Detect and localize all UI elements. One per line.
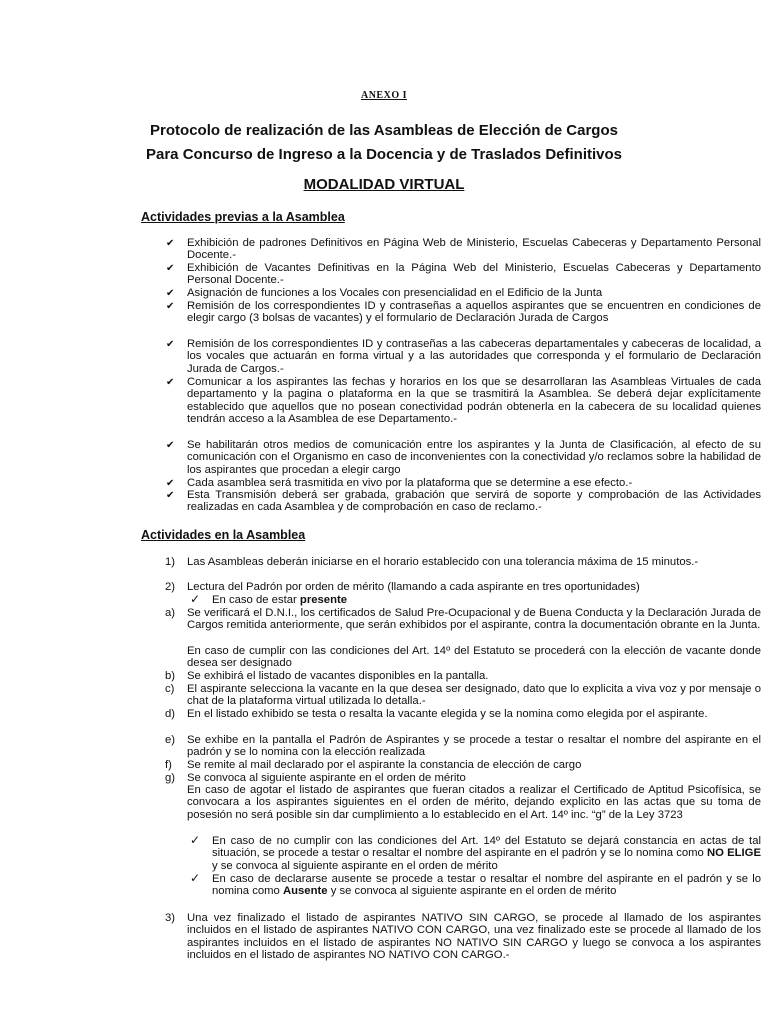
- check-icon: ✔: [166, 238, 175, 249]
- item-marker: c): [165, 683, 175, 695]
- item-marker: b): [165, 670, 176, 682]
- item-a-text: Se verificará el D.N.I., los certificados de Salud Pre-Ocupacional y de Buena Conducta y la Declaración Jurada de Cargos remitida anteriormente, que serán exhibidos por el aspirante, contra la documentación obrante en la Junta.: [187, 607, 761, 632]
- item-e-text: Se exhibe en la pantalla el Padrón de Aspirantes y se procede a testar o resaltar el nombre del aspirante en el padrón y se lo nomina con la elección realizada: [187, 734, 761, 759]
- item-d-text: En el listado exhibido se testa o resalta la vacante elegida y se la nomina como elegida por el aspirante.: [187, 708, 708, 720]
- list-item: Cada asamblea será trasmitida en vivo por la plataforma que se determine a ese efecto.-: [187, 477, 633, 489]
- check-icon: ✔: [166, 263, 175, 274]
- check-icon: ✔: [166, 301, 175, 312]
- item-g-text: Se convoca al siguiente aspirante en el orden de mérito: [187, 772, 466, 784]
- step-marker: 1): [165, 556, 176, 568]
- item-marker: d): [165, 708, 176, 720]
- presente-text: En caso de estar presente: [212, 594, 348, 606]
- check-icon: ✓: [190, 833, 201, 847]
- step-1-text: Las Asambleas deberán iniciarse en el horario establecido con una tolerancia máxima de 15 minutos.-: [187, 556, 699, 568]
- section-heading-asamblea: Actividades en la Asamblea: [141, 528, 306, 542]
- list-item: Remisión de los correspondientes ID y contraseñas a las cabeceras departamentales y cabeceras de localidad, a los vocales que actuarán en forma virtual y a las autoridades que corresponda y el formulario de Declaración Jurada de Cargos.-: [187, 338, 761, 375]
- check-icon: ✓: [190, 871, 201, 885]
- list-item: Se habilitarán otros medios de comunicación entre los aspirantes y la Junta de Clasificación, al efecto de su comunicación con el Organismo en caso de inconvenientes con la conectividad y/o reclamos sobre la habilidad de los aspirantes que procedan a elegir cargo: [187, 439, 761, 476]
- item-f-text: Se remite al mail declarado por el aspirante la constancia de elección de cargo: [187, 759, 582, 771]
- check-icon: ✔: [166, 478, 175, 489]
- ausente-text: En caso de declararse ausente se procede a testar o resaltar el nombre del aspirante en el padrón y se lo nomina como Ausente y se convoca al siguiente aspirante en el orden de mérito: [212, 873, 761, 898]
- step-marker: 2): [165, 581, 176, 593]
- item-g-text-2: En caso de agotar el listado de aspirantes que fueran citados a realizar el Certificado de Aptitud Psicofísica, se convocara a los aspirantes siguientes en el orden de mérito, dejando explicito en las actas que su toma de posesión no será posible sin dar cumplimiento a lo establecido en el Art. 14º inc. “g” de la Ley 3723: [187, 784, 761, 821]
- item-c-text: El aspirante selecciona la vacante en la que desea ser designado, dato que lo explicita a viva voz y por mensaje o chat de la plataforma virtual utilizada lo detalla.-: [187, 683, 761, 708]
- step-3-text: Una vez finalizado el listado de aspirantes NATIVO SIN CARGO, se procede al llamado de los aspirantes incluidos en el listado de aspirantes NATIVO CON CARGO, una vez finalizado este se procede al llamado de los aspirantes incluidos en el listado de aspirantes NO NATIVO SIN CARGO y luego se convoca a los aspirantes incluidos en el listado de aspirantes NO NATIVO CON CARGO.-: [187, 912, 761, 962]
- section-heading-previas: Actividades previas a la Asamblea: [141, 210, 345, 224]
- modality-heading: MODALIDAD VIRTUAL: [303, 176, 465, 193]
- list-item: Asignación de funciones a los Vocales con presencialidad en el Edificio de la Junta: [187, 287, 603, 299]
- no-elige-text: En caso de no cumplir con las condiciones del Art. 14º del Estatuto se dejará constancia en actas de tal situación, se procede a testar o resaltar el nombre del aspirante en el padrón y se lo nomina como NO ELIGE y se convoca al siguiente aspirante en el orden de mérito: [212, 835, 762, 872]
- title-line-2: Para Concurso de Ingreso a la Docencia y de Traslados Definitivos: [146, 146, 622, 163]
- list-item: Exhibición de Vacantes Definitivas en la Página Web del Ministerio, Escuelas Cabeceras y Departamento Personal Docente.-: [187, 262, 761, 287]
- check-icon: ✓: [190, 592, 201, 606]
- step-marker: 3): [165, 912, 176, 924]
- step-2-text: Lectura del Padrón por orden de mérito (llamando a cada aspirante en tres oportunidades): [187, 581, 640, 593]
- item-marker: g): [165, 772, 176, 784]
- check-icon: ✔: [166, 339, 175, 350]
- list-item: Comunicar a los aspirantes las fechas y horarios en los que se desarrollaran las Asambleas Virtuales de cada departamento y la pagina o plataforma en la que se trasmitirá la Asamblea. Se deberá dejar explícitamente establecido que aquellos que no posean conectividad podrán obtenerla en la cabecera de su localidad quienes tendrán acceso a la Asamblea de ese Departamento.-: [187, 376, 761, 426]
- item-marker: e): [165, 734, 176, 746]
- item-a-text-2: En caso de cumplir con las condiciones del Art. 14º del Estatuto se procederá con la elección de vacante donde desea ser designado: [187, 645, 761, 670]
- check-icon: ✔: [166, 490, 175, 501]
- check-icon: ✔: [166, 440, 175, 451]
- annex-label: ANEXO I: [360, 90, 407, 101]
- title-line-1: Protocolo de realización de las Asambleas de Elección de Cargos: [150, 122, 618, 139]
- item-marker: a): [165, 607, 176, 619]
- check-icon: ✔: [166, 288, 175, 299]
- check-icon: ✔: [166, 377, 175, 388]
- item-b-text: Se exhibirá el listado de vacantes disponibles en la pantalla.: [187, 670, 489, 682]
- list-item: Esta Transmisión deberá ser grabada, grabación que servirá de soporte y comprobación de las Actividades realizadas en cada Asamblea y de comprobación en caso de reclamo.-: [187, 489, 761, 514]
- list-item: Exhibición de padrones Definitivos en Página Web de Ministerio, Escuelas Cabeceras y Departamento Personal Docente.-: [187, 237, 761, 262]
- list-item: Remisión de los correspondientes ID y contraseñas a aquellos aspirantes que se encuentren en condiciones de elegir cargo (3 bolsas de vacantes) y el formulario de Declaración Jurada de Cargos: [187, 300, 761, 325]
- item-marker: f): [165, 759, 172, 771]
